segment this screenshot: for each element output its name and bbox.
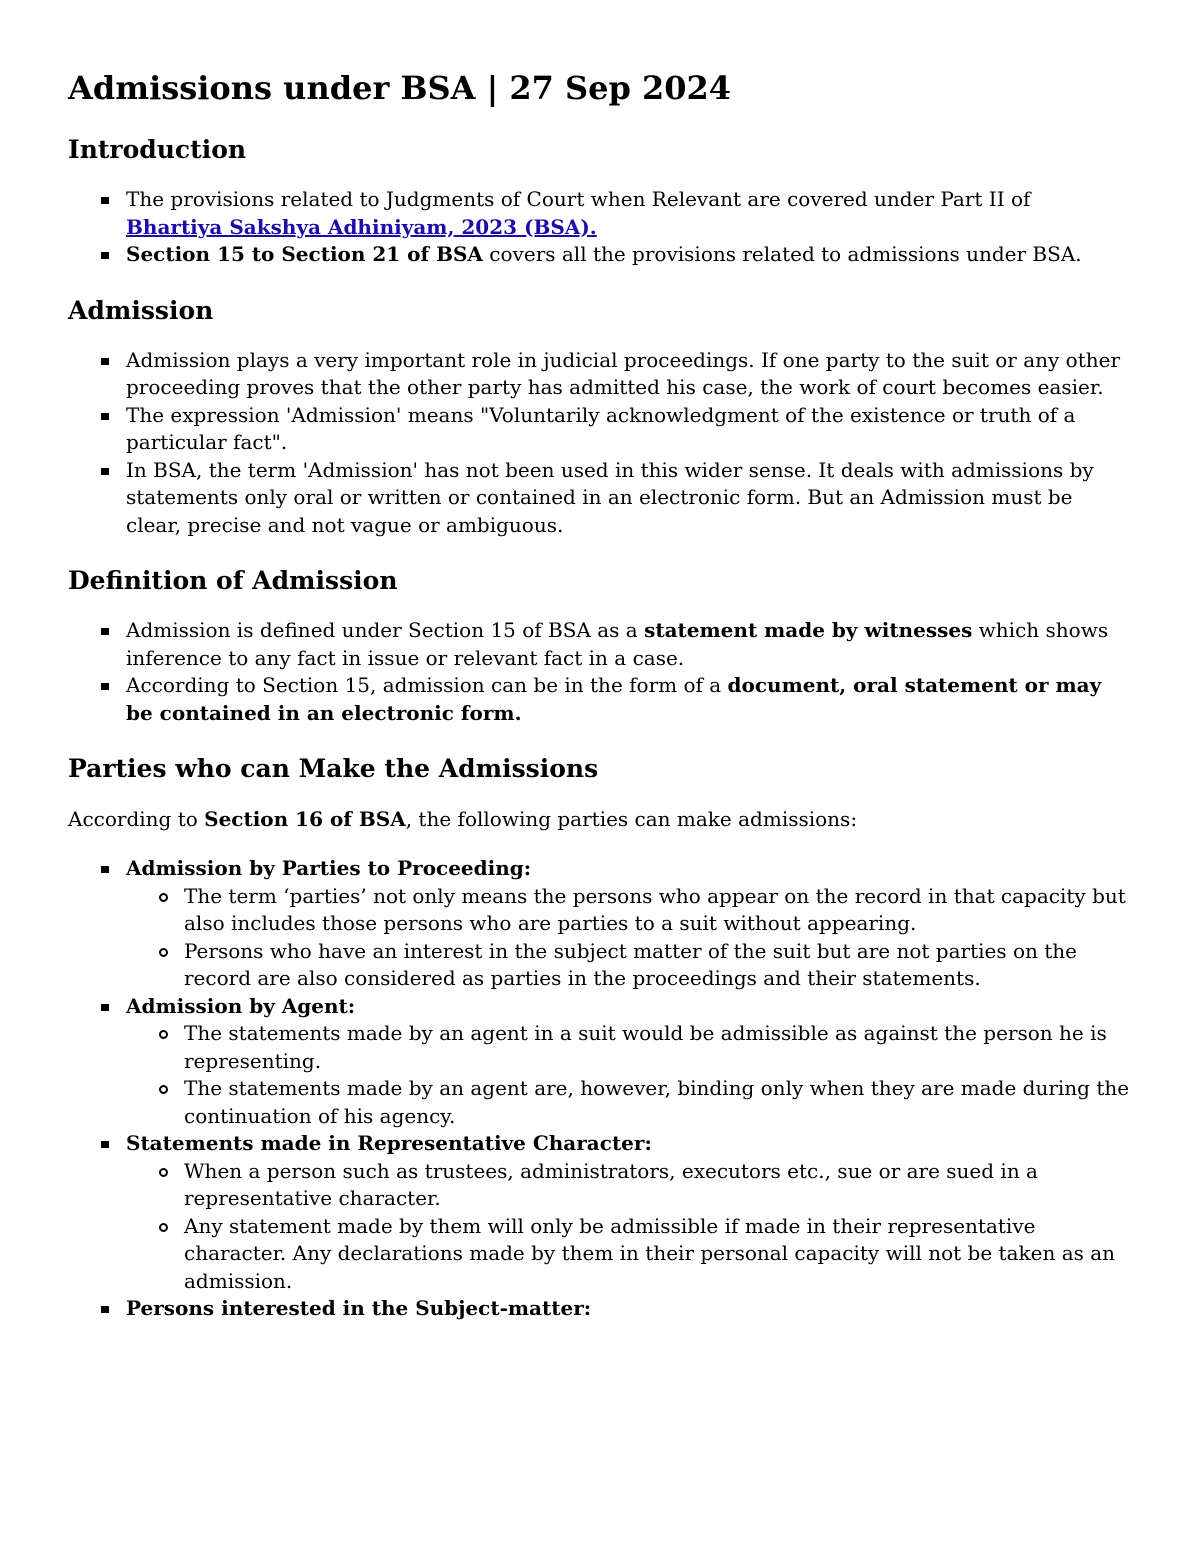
square-bullet-icon — [101, 628, 109, 635]
list-item: The provisions related to Judgments of Court when Relevant are covered under Part II of Bhartiya Sakshya Adhiniyam, 2023 (BSA). — [68, 186, 1130, 241]
admission-list — [68, 347, 1130, 540]
square-bullet-icon — [101, 252, 109, 259]
heading-admission: Admission — [68, 295, 214, 325]
list-item: Admission is defined under Section 15 of BSA as a statement made by witnesses which shows inference to any fact in issue or relevant fact in a case. — [68, 617, 1130, 672]
list-item: Admission by Parties to Proceeding: The term ‘parties’ not only means the persons who appear on the record in that capacity but also includes those persons who are parties to a suit without appearing. Persons who have an interest in the subject matter of the suit but are not parties on the record are also considered as parties in the proceedings and their statements. — [68, 855, 1130, 993]
list-item: Section 15 to Section 21 of BSA covers all the provisions related to admissions under BSA. — [68, 241, 1130, 269]
heading-parties: Parties who can Make the Admissions — [68, 754, 599, 783]
list-item: In BSA, the term 'Admission' has not been used in this wider sense. It deals with admissions by statements only oral or written or contained in an electronic form. But an Admission must be clear, precise and not vague or ambiguous. — [68, 457, 1130, 540]
square-bullet-icon — [101, 683, 109, 690]
list-item: The expression 'Admission' means "Voluntarily acknowledgment of the existence or truth of a particular fact". — [68, 402, 1130, 457]
list-item: Admission plays a very important role in judicial proceedings. If one party to the suit or any other proceeding proves that the other party has admitted his case, the work of court becomes easier. — [68, 347, 1130, 402]
heading-definition: Definition of Admission — [68, 566, 398, 595]
square-bullet-icon — [101, 468, 109, 475]
sub-list-item: The statements made by an agent are, however, binding only when they are made during the continuation of his agency. — [126, 1075, 1130, 1130]
sub-list-item: The statements made by an agent in a suit would be admissible as against the person he is representing. — [126, 1020, 1130, 1075]
square-bullet-icon — [101, 197, 109, 204]
sub-list-item: Any statement made by them will only be admissible if made in their representative character. Any declarations made by them in their personal capacity will not be taken as an admission. — [126, 1213, 1130, 1296]
sub-list — [126, 883, 1130, 993]
sub-list-item: The term ‘parties’ not only means the persons who appear on the record in that capacity but also includes those persons who are parties to a suit without appearing. — [126, 883, 1130, 938]
parties-intro: According to Section 16 of BSA, the following parties can make admissions: — [68, 807, 858, 831]
circle-bullet-icon — [159, 1085, 168, 1094]
definition-list — [68, 617, 1130, 727]
list-item: Admission by Agent: The statements made by an agent in a suit would be admissible as against the person he is representing. The statements made by an agent are, however, binding only when they are made during the continuation of his agency. — [68, 993, 1130, 1131]
square-bullet-icon — [101, 413, 109, 420]
square-bullet-icon — [101, 1004, 109, 1011]
heading-introduction: Introduction — [68, 135, 247, 164]
sub-list-item: When a person such as trustees, administrators, executors etc., sue or are sued in a representative character. — [126, 1158, 1130, 1213]
square-bullet-icon — [101, 866, 109, 873]
circle-bullet-icon — [159, 948, 168, 957]
introduction-list — [68, 186, 1130, 269]
square-bullet-icon — [101, 1306, 109, 1313]
sub-list-item: Persons who have an interest in the subject matter of the suit but are not parties on the record are also considered as parties in the proceedings and their statements. — [126, 938, 1130, 993]
circle-bullet-icon — [159, 1168, 168, 1177]
sub-list — [126, 1020, 1130, 1130]
list-item: Statements made in Representative Character: When a person such as trustees, administrators, executors etc., sue or are sued in a representative character. Any statement made by them will only be admissible if made in their representative character. Any declarations made by them in their personal capacity will not be taken as an admission. — [68, 1130, 1130, 1295]
bsa-link[interactable]: Bhartiya Sakshya Adhiniyam, 2023 (BSA). — [126, 214, 597, 239]
square-bullet-icon — [101, 358, 109, 365]
page-title: Admissions under BSA | 27 Sep 2024 — [68, 69, 732, 107]
circle-bullet-icon — [159, 1030, 168, 1039]
circle-bullet-icon — [159, 1223, 168, 1232]
square-bullet-icon — [101, 1141, 109, 1148]
list-item: According to Section 15, admission can be in the form of a document, oral statement or may be contained in an electronic form. — [68, 672, 1130, 727]
sub-list — [126, 1158, 1130, 1296]
circle-bullet-icon — [159, 893, 168, 902]
list-item: Persons interested in the Subject-matter: — [68, 1295, 1130, 1323]
parties-list — [68, 855, 1130, 1323]
